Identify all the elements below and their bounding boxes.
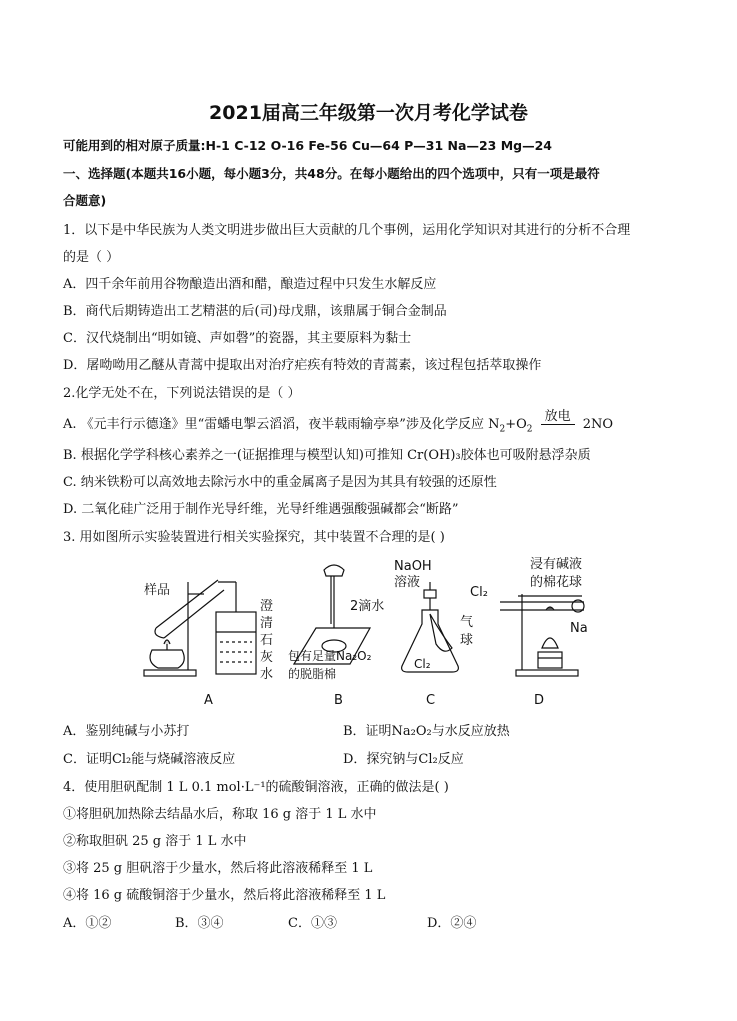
q4-option-a: A．①② <box>63 916 112 931</box>
svg-text:灰: 灰 <box>260 650 274 665</box>
svg-text:石: 石 <box>260 633 274 648</box>
page-title: 2021届高三年级第一次月考化学试卷 <box>209 102 528 124</box>
section-heading-line1: 一、选择题(本题共16小题，每小题3分，共48分。在每小题给出的四个选项中，只有一项是最符 <box>63 166 600 181</box>
q3-option-a: A．鉴别纯碱与小苏打 <box>63 724 190 739</box>
q2-option-a-text: A. 《元丰行示德逢》里“雷蟠电掣云滔滔，夜半载雨输亭皋”涉及化学反应 N <box>63 417 500 432</box>
q4-stem: 4．使用胆矾配制 1 L 0.1 mol·L⁻¹的硫酸铜溶液，正确的做法是( ) <box>63 780 449 795</box>
q4-statement-4: ④将 16 g 硫酸铜溶于少量水，然后将此溶液稀释至 1 L <box>63 888 386 903</box>
q1-stem-line1: 1．以下是中华民族为人类文明进步做出巨大贡献的几个事例，运用化学知识对其进行的分析不合理 <box>63 223 631 238</box>
q3-option-c: C．证明Cl₂能与烧碱溶液反应 <box>63 752 236 767</box>
q2-option-a: A. 《元丰行示德逢》里“雷蟠电掣云滔滔，夜半载雨输亭皋”涉及化学反应 $N_2+O_2$ 放电 2NO <box>63 413 613 435</box>
caption-b: B <box>334 693 343 708</box>
atomic-masses: 可能用到的相对原子质量:H-1 C-12 O-16 Fe-56 Cu—64 P—31 Na—23 Mg—24 <box>63 138 552 153</box>
section-heading-line2: 合题意) <box>63 193 107 208</box>
q2-option-c: C. 纳米铁粉可以高效地去除污水中的重金属离子是因为其具有较强的还原性 <box>63 475 497 490</box>
q2-stem: 2.化学无处不在，下列说法错误的是（ ） <box>63 386 301 401</box>
svg-text:水: 水 <box>260 667 274 682</box>
q4-statement-3: ③将 25 g 胆矾溶于少量水，然后将此溶液稀释至 1 L <box>63 861 373 876</box>
label-cl2-flask: Cl₂ <box>414 657 431 671</box>
q1-stem-line2: 的是（ ） <box>63 250 120 265</box>
q1-option-a: A．四千余年前用谷物酿造出酒和醋，酿造过程中只发生水解反应 <box>63 277 437 292</box>
q3-stem: 3. 用如图所示实验装置进行相关实验探究，其中装置不合理的是( ) <box>63 530 445 545</box>
q1-option-c: C．汉代烧制出“明如镜、声如磬”的瓷器，其主要原料为黏士 <box>63 331 412 346</box>
caption-d: D <box>534 693 545 708</box>
q2-option-d: D. 二氧化硅广泛用于制作光导纤维，光导纤维遇强酸强碱都会“断路” <box>63 502 459 517</box>
svg-text:清: 清 <box>260 616 274 631</box>
label-naoh-1: NaOH <box>394 559 432 574</box>
q3-option-b: B．证明Na₂O₂与水反应放热 <box>343 724 510 739</box>
caption-a: A <box>204 693 213 708</box>
label-sample: 样品 <box>144 583 171 598</box>
experiment-figure <box>138 552 618 712</box>
label-na2o2-cotton-2: 的脱脂棉 <box>288 667 337 681</box>
q1-option-b: B．商代后期铸造出工艺精湛的后(司)母戊鼎，该鼎属于铜合金制品 <box>63 304 447 319</box>
label-naoh-2: 溶液 <box>394 575 421 590</box>
caption-c: C <box>426 693 436 708</box>
label-two-drops: 2滴水 <box>350 599 385 614</box>
label-balloon-1: 气 <box>460 615 474 630</box>
q2-option-a-product: 2NO <box>582 417 614 432</box>
q4-option-c: C．①③ <box>288 916 337 931</box>
label-cotton-ball-2: 的棉花球 <box>530 575 583 590</box>
label-balloon-2: 球 <box>460 633 474 648</box>
label-cotton-ball-1: 浸有碱液 <box>530 557 583 572</box>
q4-statement-1: ①将胆矾加热除去结晶水后，称取 16 g 溶于 1 L 水中 <box>63 807 377 822</box>
label-na2o2-cotton-1: 包有足量Na₂O₂ <box>288 649 372 663</box>
q2-option-b: B. 根据化学学科核心素养之一(证据推理与模型认知)可推知 Cr(OH)₃胶体也可吸附悬浮杂质 <box>63 448 591 463</box>
label-cl2-tube: Cl₂ <box>470 585 488 600</box>
q3-option-d: D．探究钠与Cl₂反应 <box>343 752 464 767</box>
q1-option-d: D．屠呦呦用乙醚从青蒿中提取出对治疗疟疾有特效的青蒿素，该过程包括萃取操作 <box>63 358 542 373</box>
reaction-condition-arrow <box>537 409 579 432</box>
q4-statement-2: ②称取胆矾 25 g 溶于 1 L 水中 <box>63 834 247 849</box>
reaction-condition: 放电 <box>544 409 571 424</box>
label-limewater <box>260 599 273 682</box>
label-na: Na <box>570 621 588 636</box>
q4-option-b: B．③④ <box>175 916 224 931</box>
svg-text:澄: 澄 <box>260 599 274 614</box>
q4-option-d: D．②④ <box>427 916 477 931</box>
